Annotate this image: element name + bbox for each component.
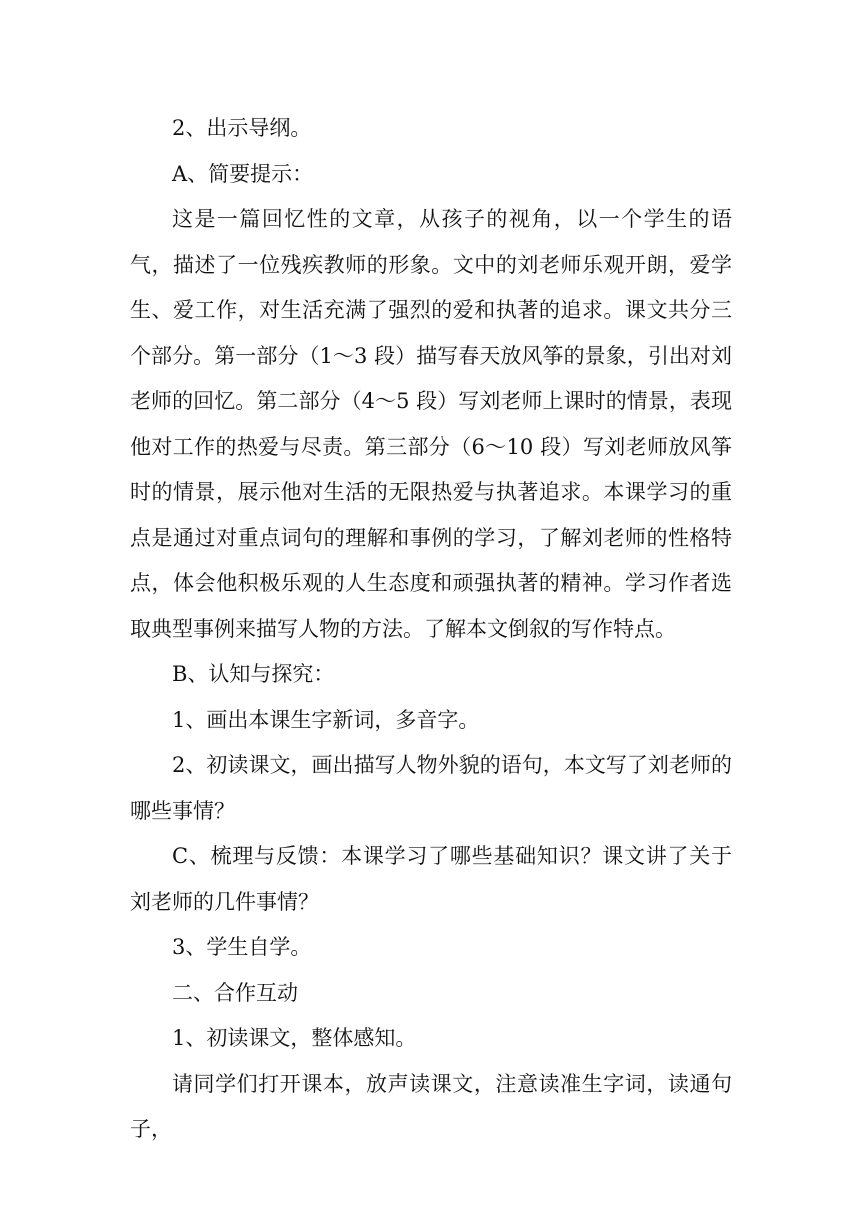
paragraph-task-2: 2、初读课文，画出描写人物外貌的语句，本文写了刘老师的哪些事情？ bbox=[130, 753, 732, 823]
paragraph-brief-hint-heading: A、简要提示： bbox=[172, 161, 314, 186]
paragraph-first-reading: 1、初读课文，整体感知。 bbox=[172, 1026, 417, 1050]
paragraph-section-heading: 二、合作互动 bbox=[172, 980, 298, 1005]
paragraph-task-1: 1、画出本课生字新词，多音字。 bbox=[172, 707, 480, 732]
document-body bbox=[130, 106, 732, 1153]
paragraph-cognition-heading: B、认知与探究： bbox=[172, 662, 335, 686]
paragraph-instruction: 请同学们打开课本，放声读课文，注意读准生字词，读通句子， bbox=[130, 1071, 732, 1141]
paragraph-feedback: C、梳理与反馈：本课学习了哪些基础知识？课文讲了关于刘老师的几件事情？ bbox=[130, 844, 732, 914]
paragraph-self-study: 3、学生自学。 bbox=[172, 935, 312, 959]
paragraph-brief-hint-body: 这是一篇回忆性的文章，从孩子的视角，以一个学生的语气，描述了一位残疾教师的形象。文中的刘老师乐观开朗，爱学生、爱工作，对生活充满了强烈的爱和执著的追求。课文共分三个部分。第一部分（1～3 段）描写春天放风筝的景象，引出对刘老师的回忆。第二部分（4～5 段）写刘老师上课时的情景，表现他对工作的热爱与尽责。第三部分（6～10 段）写刘老师放风筝时的情景，展示他对生活的无限热爱与执著追求。本课学习的重点是通过对重点词句的理解和事例的学习，了解刘老师的性格特点，体会他积极乐观的人生态度和顽强执著的精神。学习作者选取典型事例来描写人物的方法。了解本文倒叙的写作特点。 bbox=[130, 207, 732, 641]
paragraph-outline-heading: 2、出示导纲。 bbox=[172, 116, 312, 140]
